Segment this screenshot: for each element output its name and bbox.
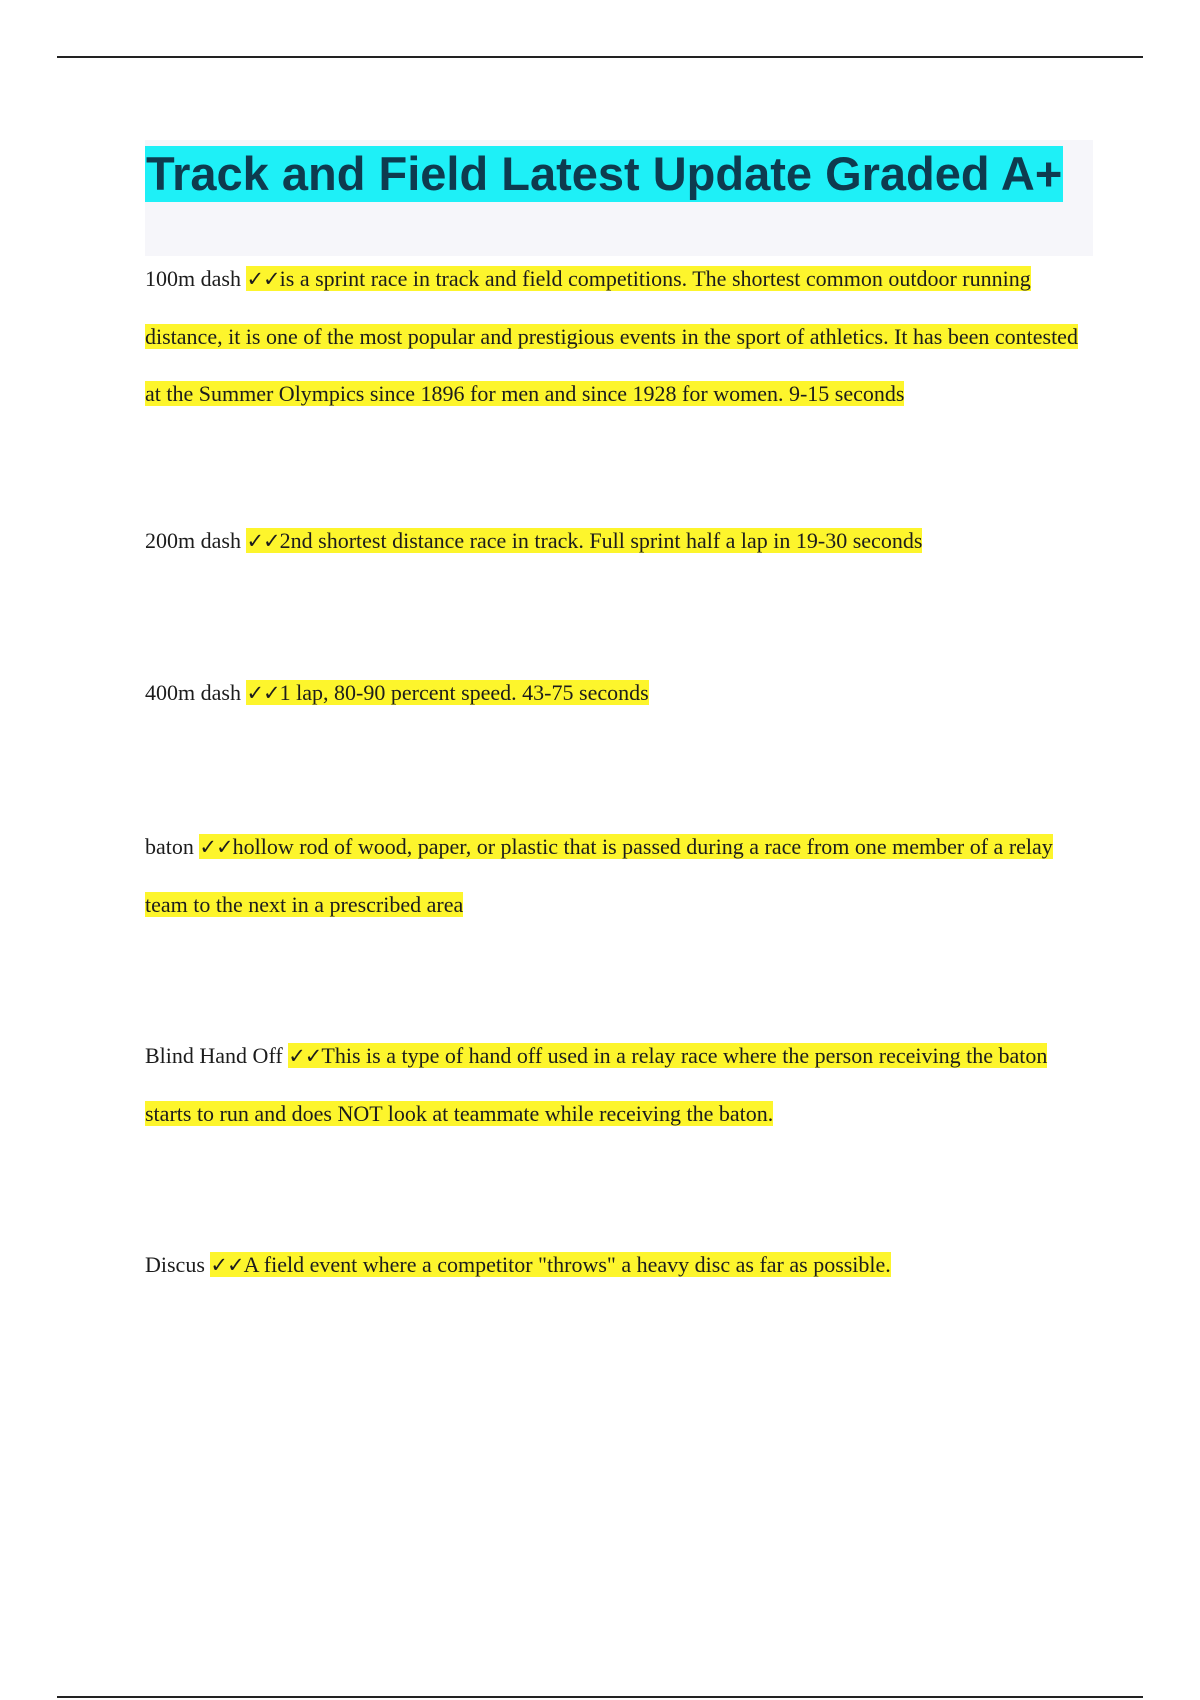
definition-text: 2nd shortest distance race in track. Full sprint half a lap in 19-30 seconds bbox=[279, 528, 923, 553]
document-title: Track and Field Latest Update Graded A+ bbox=[146, 147, 1063, 200]
definition-text: is a sprint race in track and field competitions. The shortest common outdoor running distance, it is one of the most popular and prestigious events in the sport of athletics. It has been contested at the Summer Olympics since 1896 for men and since 1928 for women. 9-15 seconds bbox=[145, 266, 1078, 406]
term-entry-baton bbox=[145, 818, 1095, 933]
definition-text: This is a type of hand off used in a relay race where the person receiving the baton starts to run and does NOT look at teammate while receiving the baton. bbox=[145, 1043, 1048, 1126]
term-entry-discus bbox=[145, 1236, 1095, 1294]
term-name: 200m dash bbox=[145, 528, 241, 553]
top-rule bbox=[57, 56, 1143, 58]
definition-text: hollow rod of wood, paper, or plastic that is passed during a race from one member of a relay team to the next in a prescribed area bbox=[145, 834, 1053, 917]
bottom-rule bbox=[57, 1696, 1143, 1698]
title-block bbox=[145, 140, 1095, 258]
term-entry-200m-dash bbox=[145, 512, 1095, 570]
definition bbox=[210, 1252, 890, 1277]
term-name: Blind Hand Off bbox=[145, 1043, 283, 1068]
term-name: 100m dash bbox=[145, 266, 241, 291]
term-entry-100m-dash bbox=[145, 250, 1095, 422]
document-body bbox=[145, 140, 1095, 1294]
term-entry-400m-dash bbox=[145, 664, 1095, 722]
term-entry-blind-hand-off bbox=[145, 1027, 1095, 1142]
check-marks-icon: ✓✓ bbox=[246, 529, 280, 553]
term-name: 400m dash bbox=[145, 680, 241, 705]
definition bbox=[246, 680, 648, 705]
check-marks-icon: ✓✓ bbox=[288, 1044, 322, 1068]
term-list bbox=[145, 250, 1095, 1294]
term-name: Discus bbox=[145, 1252, 205, 1277]
term-name: baton bbox=[145, 834, 194, 859]
check-marks-icon: ✓✓ bbox=[199, 835, 233, 859]
definition bbox=[145, 834, 1053, 917]
definition-text: A field event where a competitor "throws" a heavy disc as far as possible. bbox=[243, 1252, 891, 1277]
definition bbox=[246, 528, 922, 553]
check-marks-icon: ✓✓ bbox=[246, 267, 280, 291]
check-marks-icon: ✓✓ bbox=[210, 1253, 244, 1277]
check-marks-icon: ✓✓ bbox=[246, 681, 280, 705]
definition-text: 1 lap, 80-90 percent speed. 43-75 seconds bbox=[279, 680, 649, 705]
definition bbox=[145, 266, 1078, 406]
